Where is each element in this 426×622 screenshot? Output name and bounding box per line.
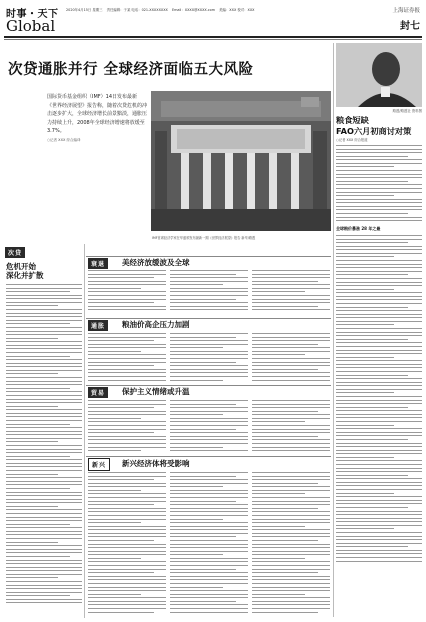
section-tag-inflation: 通胀: [88, 320, 108, 331]
paper-name: 上海证券报: [392, 8, 420, 14]
masthead-right: [392, 6, 420, 32]
masthead-rule-thin: [4, 39, 422, 40]
masthead-rule: [4, 36, 422, 38]
lead-paragraph: [47, 93, 147, 145]
section-tag-trade: 贸易: [88, 387, 108, 398]
masthead-info: [66, 7, 257, 12]
emerging-title: 新兴经济体将受影响: [122, 459, 190, 468]
section-tag-subprime: 次贷: [5, 247, 25, 258]
photo-caption: IMF首席经济学家在华盛顿发布最新一期《世界经济展望》报告 新华/路透: [152, 236, 256, 240]
page-label: 封七: [400, 21, 420, 32]
subprime-title-line-1: 危机开始: [6, 262, 36, 271]
main-photo: [151, 91, 331, 231]
portrait-photo: [336, 43, 422, 107]
section-title-en: Global: [6, 17, 56, 35]
side-title-line-1: 粮食短缺: [336, 115, 369, 125]
portrait-credit: 路透/路透社 资料图: [392, 109, 422, 113]
side-article-title: [336, 115, 422, 136]
section-tag-emerging: 新兴: [88, 458, 110, 471]
section-divider-emerging: [86, 456, 331, 457]
column-divider-right: [333, 43, 334, 617]
recession-body-col2: [170, 270, 248, 316]
trade-body-col2: [170, 400, 248, 454]
section-title: 时事・天下: [6, 9, 59, 20]
recession-title: 美经济放缓波及全球: [122, 258, 190, 267]
lead-text: 国际货币基金组织（IMF）14日发布最新《世界经济展望》报告称，随着次贷危机的冲击逐步扩大，全球经济增长前景黯淡，通胀压力持续上升，2008年全球经济增速将放缓至3.7%。: [47, 94, 148, 135]
side-byline: ○记者 XXX 综合报道: [336, 138, 368, 142]
trade-title: 保护主义情绪或升温: [122, 387, 190, 396]
emerging-body-col1: [88, 472, 166, 616]
recession-body-col1: [88, 270, 166, 316]
right-column: [336, 43, 422, 565]
page-headline: 次贷通胀并行 全球经济面临五大风险: [8, 62, 254, 78]
emerging-body-col3: [252, 472, 330, 616]
subprime-title-line-2: 深化并扩散: [6, 271, 44, 280]
side-body-1: [336, 145, 422, 223]
lead-credit: ○记者 XXX 综合编译: [47, 137, 81, 142]
trade-body-col1: [88, 400, 166, 454]
email-info: Email：XXXX@XXXX.com: [171, 8, 216, 12]
design-info: 美编：XXX 校对：XXX: [219, 8, 255, 12]
column-divider-left: [84, 244, 85, 618]
inflation-body-col1: [88, 333, 166, 383]
masthead: [4, 3, 422, 37]
recession-body-col3: [252, 270, 330, 316]
emerging-body-col2: [170, 472, 248, 616]
inflation-title: 粮油价高企压力加剧: [122, 320, 190, 329]
side-subhead: 全球粮价暴涨 28 年之最: [336, 226, 381, 231]
subprime-body: [6, 284, 82, 616]
side-body-2: [336, 235, 422, 565]
inflation-body-col3: [252, 333, 330, 383]
issue-date: 2020年4月15日 星期三: [66, 8, 103, 12]
inflation-body-col2: [170, 333, 248, 383]
trade-body-col3: [252, 400, 330, 454]
side-title-line-2: FAO六月初商讨对策: [336, 125, 412, 136]
editor-info: 责任编辑：于某 电话：021-XXXXXXXX: [106, 8, 168, 12]
section-tag-recession: 衰退: [88, 258, 108, 269]
subprime-title: [6, 262, 82, 280]
